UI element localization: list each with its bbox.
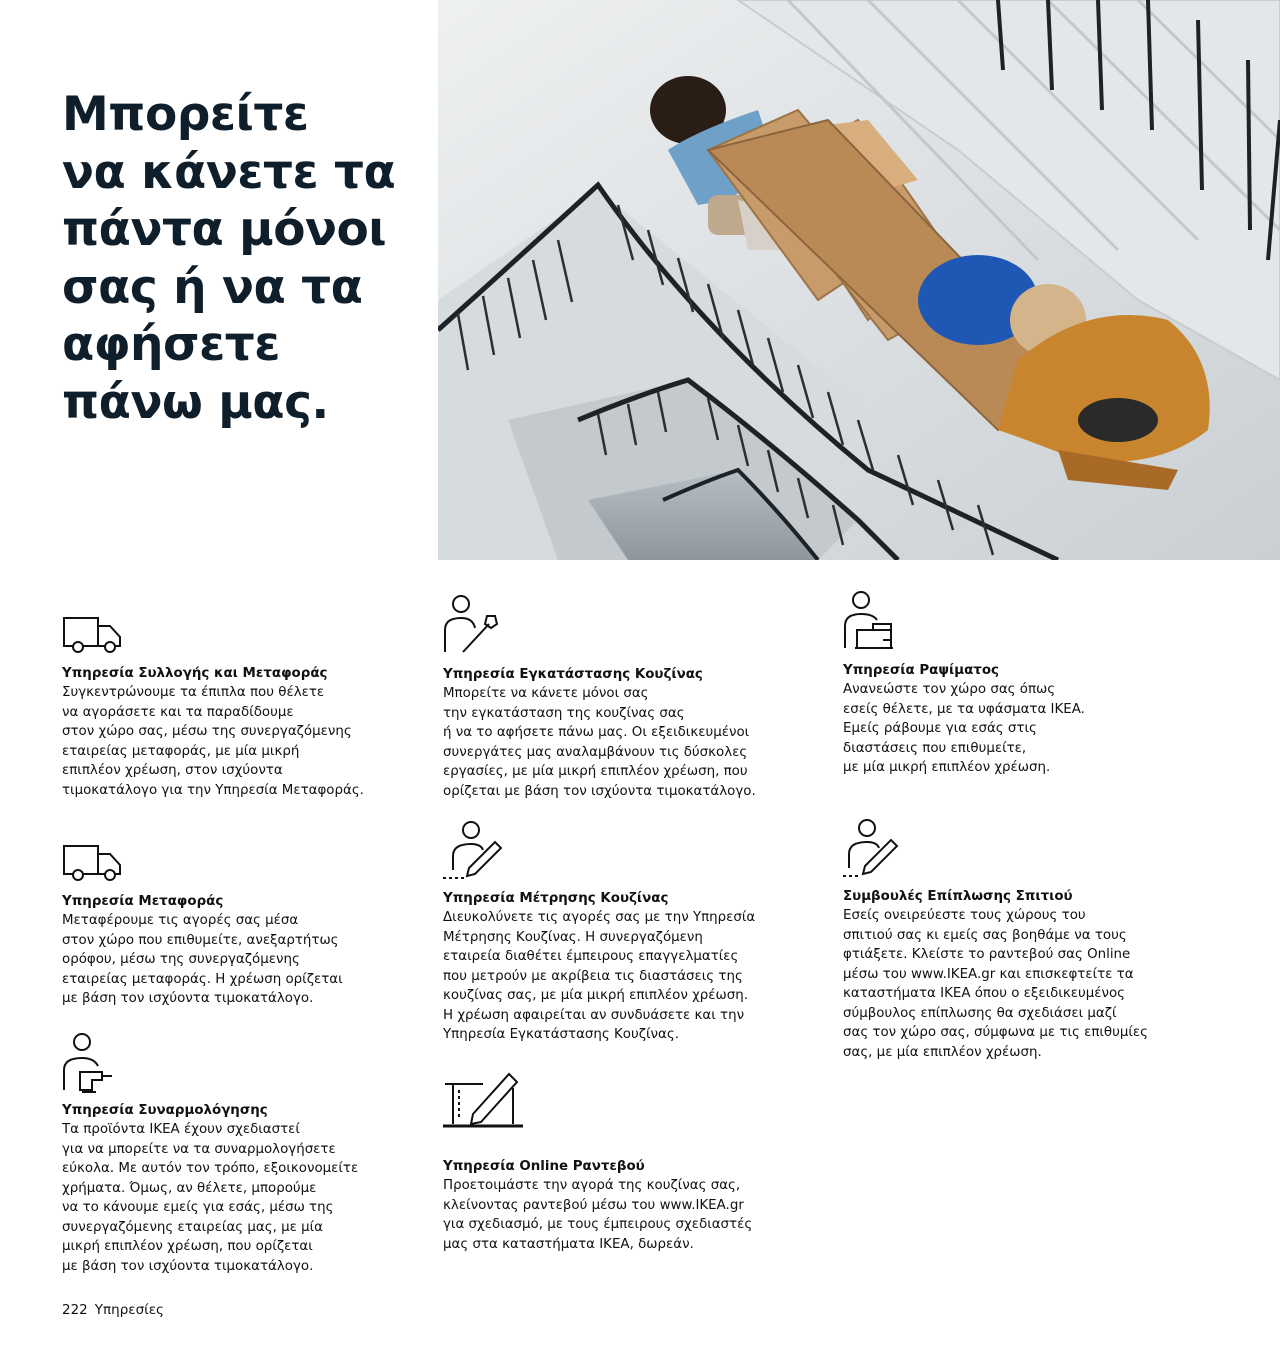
service-title: Υπηρεσία Ραψίματος [843,663,999,678]
hero-image [438,0,1280,560]
section-name: Υπηρεσίες [94,1302,164,1318]
service-title: Συμβουλές Επίπλωσης Σπιτιού [843,889,1073,904]
page-number: 222 [62,1302,88,1318]
service-description: Διευκολύνετε τις αγορές σας με την Υπηρεσία Μέτρησης Κουζίνας. Η συνεργαζόμενη εταιρεία διαθέτει έμπειρους επαγγελματίες που μετρούν με ακρίβεια τις διαστάσεις της κουζίνας σας, με μία μικρή επιπλέον χρέωση. Η χρέωση αφαιρείται αν συνδυάσετε και την Υπηρεσία Εγκατάστασης Κουζίνας. [443,910,756,1042]
service-description: Εσείς ονειρεύεστε τους χώρους του σπιτιού σας κι εμείς σας βοηθάμε να τους φτιάξετε. Κλείστε το ραντεβού σας Online μέσω του www.IKEA.gr και επισκεφτείτε τα καταστήματα IKEA όπου ο εξειδικευμένος σύμβουλος επίπλωσης θα σχεδιάσει μαζί σας τον χώρο σας, σύμφωνα με τις επιθυμίες σας, με μία επιπλέον χρέωση. [843,908,1149,1060]
service-description: Ανανεώστε τον χώρο σας όπως εσείς θέλετε, με τα υφάσματα IKEA. Εμείς ράβουμε για εσάς στις διαστάσεις που επιθυμείτε, με μία μικρή επιπλέον χρέωση. [843,682,1085,775]
service-title: Υπηρεσία Μεταφοράς [62,894,224,909]
service-title: Υπηρεσία Συναρμολόγησης [62,1103,268,1118]
person-sewing-machine-icon [843,590,1188,655]
floor-plan-pencil-icon [443,1070,788,1135]
service-home-furnishing-advice [843,818,1188,1062]
person-pencil-icon [443,820,788,885]
service-title: Υπηρεσία Συλλογής και Μεταφοράς [62,666,328,681]
service-description: Μεταφέρουμε τις αγορές σας μέσα στον χώρο που επιθυμείτε, ανεξαρτήτως ορόφου, μέσω της συνεργαζόμενης εταιρείας μεταφοράς. Η χρέωση ορίζεται με βάση τον ισχύοντα τιμοκατάλογο. [62,913,343,1006]
person-pencil-icon [843,818,1188,883]
service-assembly [62,1032,407,1276]
service-title: Υπηρεσία Online Ραντεβού [443,1159,645,1174]
person-drill-icon [62,1032,407,1099]
service-online-appointment [443,1070,788,1254]
service-description: Τα προϊόντα IKEA έχουν σχεδιαστεί για να μπορείτε να τα συναρμολογήσετε εύκολα. Με αυτόν τον τρόπο, εξοικονομείτε χρήματα. Όμως, αν θέλετε, μπορούμε να το κάνουμε εμείς για εσάς, μέσω της συνεργαζόμενης εταιρείας μας, με μία μικρή επιπλέον χρέωση, που ορίζεται με βάση τον ισχύοντα τιμοκατάλογο. [62,1122,359,1274]
page-headline: Μπορείτε να κάνετε τα πάντα μόνοι σας ή να τα αφήσετε πάνω μας. [62,87,396,430]
staircase-moving-photo [438,0,1280,560]
service-title: Υπηρεσία Μέτρησης Κουζίνας [443,891,669,906]
service-collection-delivery [62,615,407,800]
person-wrench-icon [443,594,788,659]
delivery-truck-icon [62,843,407,888]
service-description: Μπορείτε να κάνετε μόνοι σας την εγκατάσταση της κουζίνας σας ή να το αφήσετε πάνω μας. Οι εξειδικευμένοι συνεργάτες μας αναλαμβάνουν τις δύσκολες εργασίες, με μία μικρή επιπλέον χρέωση, που ορίζεται με βάση τον ισχύοντα τιμοκατάλογο. [443,686,756,799]
service-kitchen-installation [443,594,788,801]
service-description: Συγκεντρώνουμε τα έπιπλα που θέλετε να αγοράσετε και τα παραδίδουμε στον χώρο σας, μέσω της συνεργαζόμενης εταιρείας μεταφοράς, με μία μικρή επιπλέον χρέωση, στον ισχύοντα τιμοκατάλογο για την Υπηρεσία Μεταφοράς. [62,685,364,798]
page-footer [62,1302,164,1318]
service-sewing [843,590,1188,778]
service-title: Υπηρεσία Εγκατάστασης Κουζίνας [443,667,703,682]
service-description: Προετοιμάστε την αγορά της κουζίνας σας, κλείνοντας ραντεβού μέσω του www.IKEA.gr για σχεδιασμό, με τους έμπειρους σχεδιαστές μας στα καταστήματα IKEA, δωρεάν. [443,1178,753,1252]
service-delivery [62,843,407,1009]
service-kitchen-measurement [443,820,788,1045]
delivery-truck-icon [62,615,407,660]
